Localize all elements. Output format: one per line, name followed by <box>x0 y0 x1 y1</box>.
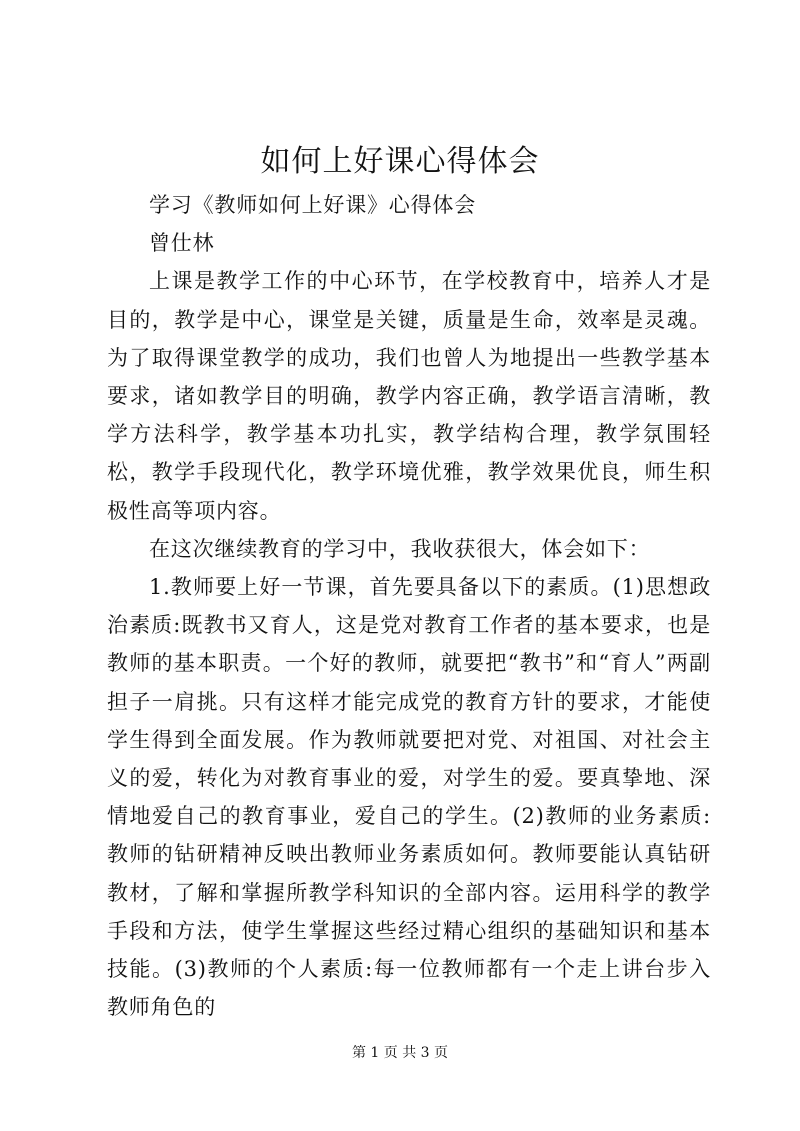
body-paragraph: 在这次继续教育的学习中，我收获很大，体会如下： <box>149 536 651 561</box>
body-paragraph: 1.教师要上好一节课，首先要具备以下的素质。(1)思想政治素质:既教书又育人，这是党对教育工作者的基本要求，也是教师的基本职责。一个好的教师，就要把“教书”和“育人”两副担子一肩挑。只有这样才能完成党的教育方针的要求，才能使学生得到全面发展。作为教师就要把对党、对祖国、对社会主义的爱，转化为对教育事业的爱，对学生的爱。要真挚地、深情地爱自己的教育事业，爱自己的学生。(2)教师的业务素质:教师的钻研精神反映出教师业务素质如何。教师要能认真钻研教材，了解和掌握所教学科知识的全部内容。运用科学的教学手段和方法，使学生掌握这些经过精心组织的基础知识和基本技能。(3)教师的个人素质:每一位教师都有一个走上讲台步入教师角色的 <box>107 575 711 1020</box>
document-body <box>107 186 711 1026</box>
document-title: 如何上好课心得体会 <box>260 144 540 179</box>
subtitle-paragraph: 学习《教师如何上好课》心得体会 <box>149 193 476 217</box>
page-number-footer: 第 1 页 共 3 页 <box>351 1045 449 1061</box>
body-paragraph: 上课是教学工作的中心环节，在学校教育中，培养人才是目的，教学是中心，课堂是关键，质量是生命，效率是灵魂。为了取得课堂教学的成功，我们也曾人为地提出一些教学基本要求，诸如教学目的明确，教学内容正确，教学语言清晰，教学方法科学，教学基本功扎实，教学结构合理，教学氛围轻松，教学手段现代化，教学环境优雅，教学效果优良，师生积极性高等项内容。 <box>107 269 711 523</box>
author-paragraph: 曾仕林 <box>149 231 215 256</box>
